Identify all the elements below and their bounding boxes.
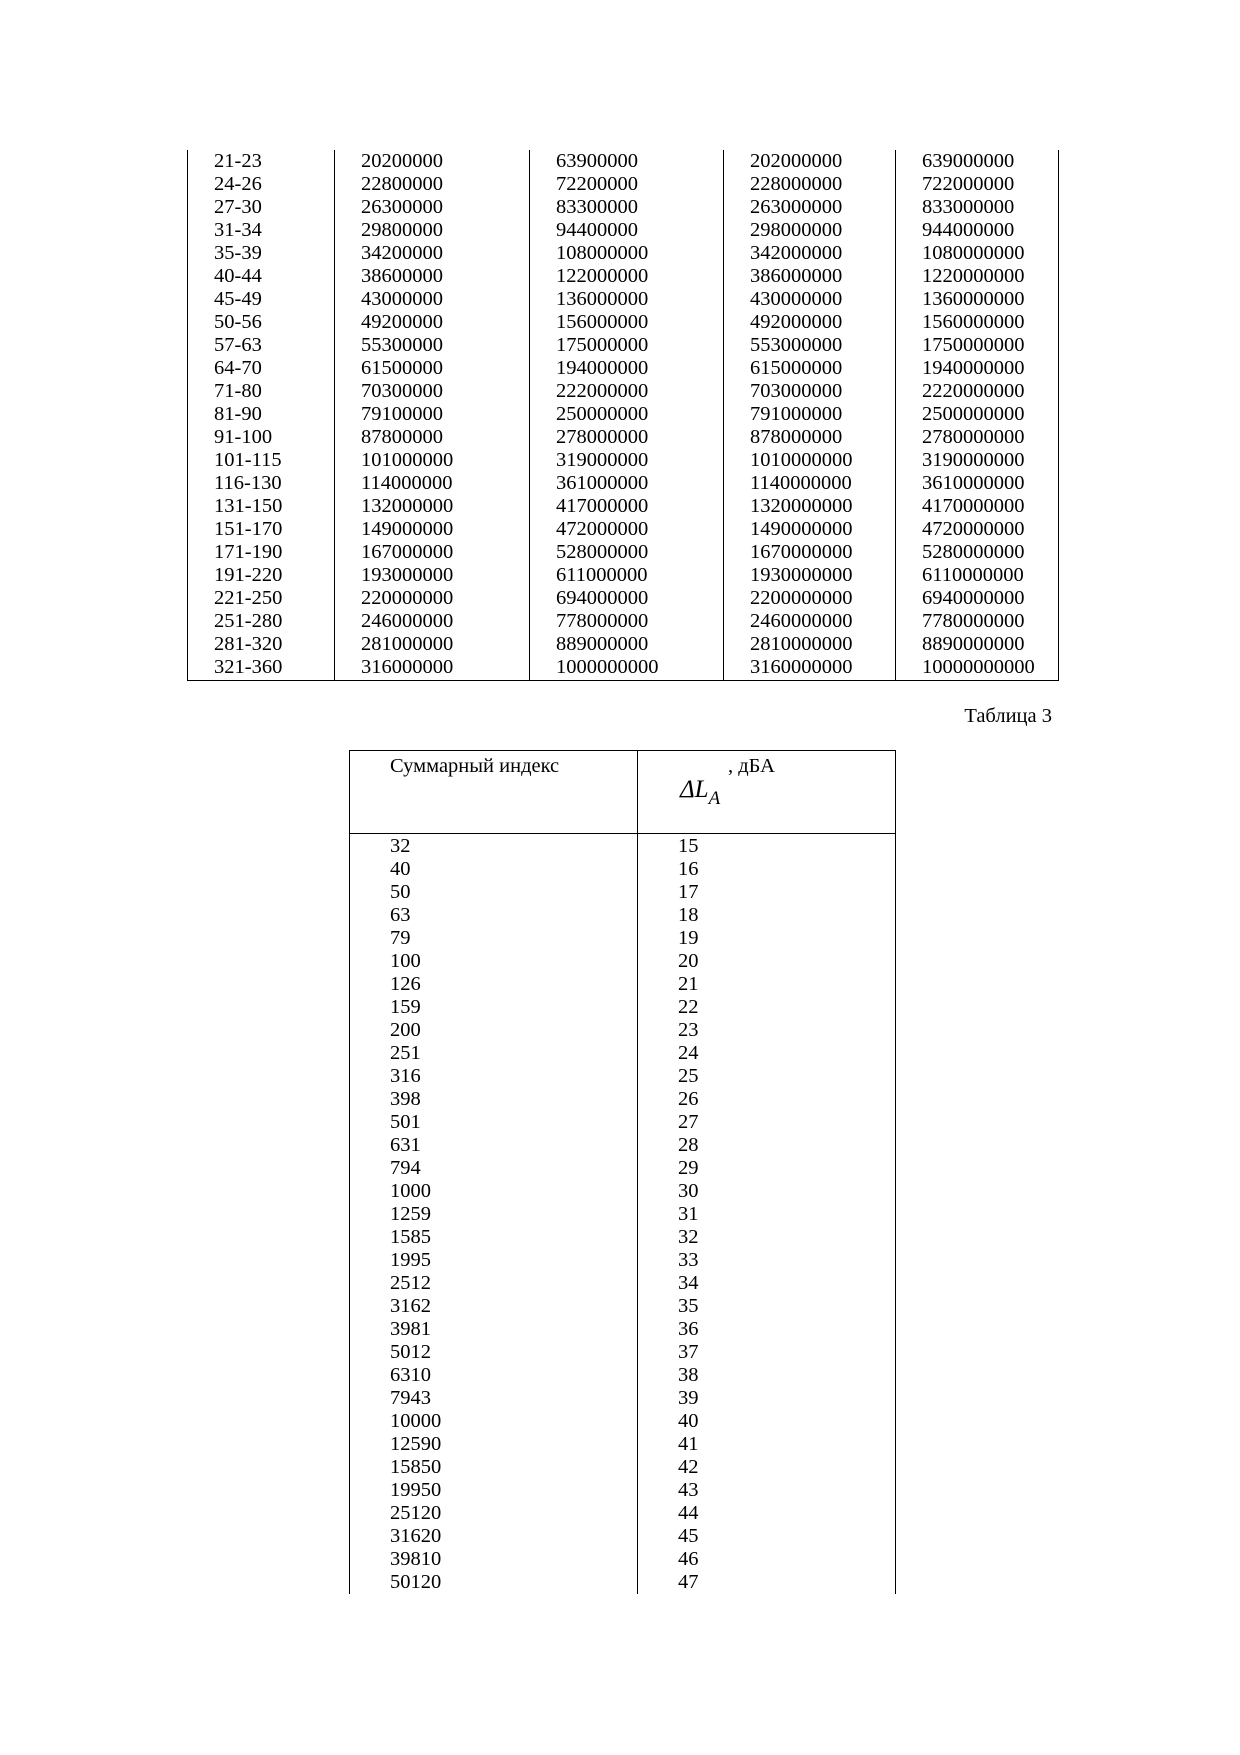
table-cell: 342000000 (724, 242, 896, 265)
summary-index-cell: 32 (350, 834, 638, 859)
table-cell: 778000000 (530, 610, 724, 633)
delta-la-cell: 26 (638, 1088, 896, 1111)
delta-la-symbol-main: ΔL (680, 776, 709, 803)
table-row (350, 1272, 896, 1295)
table-cell: 228000000 (724, 173, 896, 196)
delta-la-cell: 30 (638, 1180, 896, 1203)
table-3-caption: Таблица 3 (964, 705, 1052, 727)
delta-la-cell: 33 (638, 1249, 896, 1272)
summary-index-cell: 159 (350, 996, 638, 1019)
table-row (350, 973, 896, 996)
table-cell: 63900000 (530, 150, 724, 173)
delta-la-cell: 27 (638, 1111, 896, 1134)
table-cell: 528000000 (530, 541, 724, 564)
table-3 (349, 750, 896, 1594)
summary-index-cell: 501 (350, 1111, 638, 1134)
table-cell: 6940000000 (896, 587, 1059, 610)
table-cell: 64-70 (188, 357, 335, 380)
delta-la-cell: 47 (638, 1571, 896, 1594)
delta-la-cell: 34 (638, 1272, 896, 1295)
table-cell: 611000000 (530, 564, 724, 587)
table-cell: 386000000 (724, 265, 896, 288)
table-row (350, 1341, 896, 1364)
table-row (350, 996, 896, 1019)
table-cell: 38600000 (335, 265, 530, 288)
table-cell: 175000000 (530, 334, 724, 357)
summary-index-cell: 63 (350, 904, 638, 927)
table-cell: 361000000 (530, 472, 724, 495)
table-cell: 83300000 (530, 196, 724, 219)
table-cell: 116-130 (188, 472, 335, 495)
summary-index-cell: 3162 (350, 1295, 638, 1318)
table-row (350, 1479, 896, 1502)
summary-index-cell: 100 (350, 950, 638, 973)
summary-index-cell: 12590 (350, 1433, 638, 1456)
table-cell: 10000000000 (896, 656, 1059, 681)
delta-la-cell: 18 (638, 904, 896, 927)
table-row (350, 1525, 896, 1548)
table-cell: 167000000 (335, 541, 530, 564)
table-cell: 7780000000 (896, 610, 1059, 633)
table-cell: 833000000 (896, 196, 1059, 219)
table-row (350, 1548, 896, 1571)
summary-index-cell: 316 (350, 1065, 638, 1088)
table-cell: 34200000 (335, 242, 530, 265)
summary-index-cell: 79 (350, 927, 638, 950)
table-row (350, 1387, 896, 1410)
delta-la-cell: 28 (638, 1134, 896, 1157)
table-row (350, 1111, 896, 1134)
delta-la-cell: 23 (638, 1019, 896, 1042)
table-cell: 114000000 (335, 472, 530, 495)
table-cell: 101-115 (188, 449, 335, 472)
table-row (188, 242, 1059, 265)
table-cell: 878000000 (724, 426, 896, 449)
table-cell: 45-49 (188, 288, 335, 311)
summary-index-cell: 631 (350, 1134, 638, 1157)
summary-index-cell: 251 (350, 1042, 638, 1065)
table-row (188, 219, 1059, 242)
table-cell: 3160000000 (724, 656, 896, 681)
table-cell: 27-30 (188, 196, 335, 219)
table-cell: 1220000000 (896, 265, 1059, 288)
table-row (350, 927, 896, 950)
delta-la-symbol (680, 775, 720, 814)
table-cell: 2460000000 (724, 610, 896, 633)
table-cell: 35-39 (188, 242, 335, 265)
table-cell: 40-44 (188, 265, 335, 288)
table-cell: 6110000000 (896, 564, 1059, 587)
table-row (350, 881, 896, 904)
table-cell: 94400000 (530, 219, 724, 242)
table-cell: 615000000 (724, 357, 896, 380)
summary-index-cell: 1000 (350, 1180, 638, 1203)
table-row (188, 518, 1059, 541)
table-cell: 202000000 (724, 150, 896, 173)
delta-la-cell: 16 (638, 858, 896, 881)
summary-index-cell: 50120 (350, 1571, 638, 1594)
table-cell: 43000000 (335, 288, 530, 311)
summary-index-cell: 2512 (350, 1272, 638, 1295)
table-cell: 281-320 (188, 633, 335, 656)
table-cell: 193000000 (335, 564, 530, 587)
table-cell: 72200000 (530, 173, 724, 196)
table-cell: 81-90 (188, 403, 335, 426)
table-row (350, 1019, 896, 1042)
table-cell: 57-63 (188, 334, 335, 357)
summary-index-cell: 6310 (350, 1364, 638, 1387)
table-row (188, 265, 1059, 288)
summary-index-cell: 40 (350, 858, 638, 881)
table-cell: 298000000 (724, 219, 896, 242)
table-row (350, 1571, 896, 1594)
summary-index-cell: 1995 (350, 1249, 638, 1272)
table-row (188, 196, 1059, 219)
table-cell: 281000000 (335, 633, 530, 656)
table-cell: 21-23 (188, 150, 335, 173)
table-cell: 417000000 (530, 495, 724, 518)
delta-la-cell: 24 (638, 1042, 896, 1065)
delta-la-cell: 45 (638, 1525, 896, 1548)
summary-index-cell: 19950 (350, 1479, 638, 1502)
table-cell: 889000000 (530, 633, 724, 656)
delta-la-cell: 32 (638, 1226, 896, 1249)
table-cell: 156000000 (530, 311, 724, 334)
delta-la-cell: 37 (638, 1341, 896, 1364)
table-cell: 472000000 (530, 518, 724, 541)
table-cell: 263000000 (724, 196, 896, 219)
summary-index-cell: 200 (350, 1019, 638, 1042)
table-cell: 246000000 (335, 610, 530, 633)
delta-la-cell: 36 (638, 1318, 896, 1341)
table-cell: 639000000 (896, 150, 1059, 173)
table-cell: 22800000 (335, 173, 530, 196)
table-row (350, 1410, 896, 1433)
table-cell: 944000000 (896, 219, 1059, 242)
summary-index-cell: 1259 (350, 1203, 638, 1226)
table-cell: 2500000000 (896, 403, 1059, 426)
table-cell: 1000000000 (530, 656, 724, 681)
table-cell: 1750000000 (896, 334, 1059, 357)
delta-la-cell: 20 (638, 950, 896, 973)
table-cell: 149000000 (335, 518, 530, 541)
summary-index-cell: 126 (350, 973, 638, 996)
table-cell: 29800000 (335, 219, 530, 242)
table-cell: 31-34 (188, 219, 335, 242)
table-cell: 1930000000 (724, 564, 896, 587)
table-cell: 3190000000 (896, 449, 1059, 472)
table-1-continuation (187, 150, 1059, 681)
table-row (350, 1433, 896, 1456)
table-cell: 1320000000 (724, 495, 896, 518)
table-row (350, 1456, 896, 1479)
summary-index-cell: 794 (350, 1157, 638, 1180)
table-cell: 694000000 (530, 587, 724, 610)
summary-index-cell: 10000 (350, 1410, 638, 1433)
table-row (188, 311, 1059, 334)
summary-index-cell: 5012 (350, 1341, 638, 1364)
table-row (188, 449, 1059, 472)
table-cell: 2220000000 (896, 380, 1059, 403)
table-cell: 791000000 (724, 403, 896, 426)
table-cell: 1360000000 (896, 288, 1059, 311)
table-cell: 1140000000 (724, 472, 896, 495)
table-row (188, 150, 1059, 173)
table-row (188, 426, 1059, 449)
table-row (350, 1134, 896, 1157)
header-unit: , дБА (728, 755, 775, 777)
table-cell: 319000000 (530, 449, 724, 472)
table-row (188, 380, 1059, 403)
table-row (350, 1318, 896, 1341)
table-row (350, 1226, 896, 1249)
table-cell: 101000000 (335, 449, 530, 472)
table-cell: 26300000 (335, 196, 530, 219)
table-cell: 316000000 (335, 656, 530, 681)
table-cell: 430000000 (724, 288, 896, 311)
table-cell: 194000000 (530, 357, 724, 380)
delta-la-cell: 22 (638, 996, 896, 1019)
summary-index-cell: 50 (350, 881, 638, 904)
table-cell: 321-360 (188, 656, 335, 681)
header-summary-index: Суммарный индекс (350, 751, 638, 834)
table-cell: 108000000 (530, 242, 724, 265)
table-cell: 251-280 (188, 610, 335, 633)
summary-index-cell: 31620 (350, 1525, 638, 1548)
table-cell: 553000000 (724, 334, 896, 357)
table-row (350, 1180, 896, 1203)
table-cell: 132000000 (335, 495, 530, 518)
table-row (350, 1088, 896, 1111)
delta-la-cell: 40 (638, 1410, 896, 1433)
table-cell: 222000000 (530, 380, 724, 403)
table-row (188, 334, 1059, 357)
table-cell: 131-150 (188, 495, 335, 518)
table-cell: 50-56 (188, 311, 335, 334)
table-cell: 2200000000 (724, 587, 896, 610)
table-cell: 221-250 (188, 587, 335, 610)
table-cell: 1490000000 (724, 518, 896, 541)
table-cell: 722000000 (896, 173, 1059, 196)
table-row (350, 1065, 896, 1088)
table-cell: 492000000 (724, 311, 896, 334)
table-row (188, 656, 1059, 681)
table-cell: 70300000 (335, 380, 530, 403)
table-row (188, 633, 1059, 656)
table-row (350, 904, 896, 927)
table-cell: 55300000 (335, 334, 530, 357)
summary-index-cell: 15850 (350, 1456, 638, 1479)
delta-la-cell: 31 (638, 1203, 896, 1226)
delta-la-cell: 21 (638, 973, 896, 996)
table-row (350, 1364, 896, 1387)
table-cell: 1560000000 (896, 311, 1059, 334)
table-row (350, 1249, 896, 1272)
table-cell: 79100000 (335, 403, 530, 426)
table-cell: 171-190 (188, 541, 335, 564)
table-row (188, 587, 1059, 610)
summary-index-cell: 3981 (350, 1318, 638, 1341)
table-row (350, 834, 896, 859)
table-row (350, 858, 896, 881)
delta-la-cell: 29 (638, 1157, 896, 1180)
summary-index-cell: 7943 (350, 1387, 638, 1410)
table-cell: 49200000 (335, 311, 530, 334)
table-cell: 191-220 (188, 564, 335, 587)
table-cell: 136000000 (530, 288, 724, 311)
table-row (188, 173, 1059, 196)
table-cell: 91-100 (188, 426, 335, 449)
summary-index-cell: 39810 (350, 1548, 638, 1571)
table-row (350, 950, 896, 973)
table-row (188, 495, 1059, 518)
table-cell: 4720000000 (896, 518, 1059, 541)
delta-la-cell: 19 (638, 927, 896, 950)
summary-index-cell: 398 (350, 1088, 638, 1111)
table-cell: 220000000 (335, 587, 530, 610)
delta-la-cell: 44 (638, 1502, 896, 1525)
table-cell: 2780000000 (896, 426, 1059, 449)
table-cell: 8890000000 (896, 633, 1059, 656)
table-cell: 1010000000 (724, 449, 896, 472)
table-cell: 24-26 (188, 173, 335, 196)
table-cell: 250000000 (530, 403, 724, 426)
delta-la-cell: 46 (638, 1548, 896, 1571)
delta-la-cell: 17 (638, 881, 896, 904)
table-cell: 3610000000 (896, 472, 1059, 495)
table-3-header-row (350, 751, 896, 834)
table-cell: 2810000000 (724, 633, 896, 656)
table-cell: 1670000000 (724, 541, 896, 564)
table-cell: 87800000 (335, 426, 530, 449)
table-row (188, 541, 1059, 564)
table-row (350, 1203, 896, 1226)
table-cell: 278000000 (530, 426, 724, 449)
summary-index-cell: 25120 (350, 1502, 638, 1525)
table-row (188, 288, 1059, 311)
delta-la-cell: 15 (638, 834, 896, 859)
table-cell: 122000000 (530, 265, 724, 288)
table-1-body (188, 150, 1059, 681)
table-cell: 61500000 (335, 357, 530, 380)
delta-la-cell: 35 (638, 1295, 896, 1318)
table-row (350, 1157, 896, 1180)
table-row (188, 357, 1059, 380)
header-delta-la (638, 751, 896, 834)
table-cell: 1080000000 (896, 242, 1059, 265)
delta-la-cell: 41 (638, 1433, 896, 1456)
table-row (188, 610, 1059, 633)
table-cell: 20200000 (335, 150, 530, 173)
table-cell: 4170000000 (896, 495, 1059, 518)
table-row (188, 564, 1059, 587)
delta-la-cell: 43 (638, 1479, 896, 1502)
table-cell: 5280000000 (896, 541, 1059, 564)
table-row (350, 1295, 896, 1318)
table-row (188, 472, 1059, 495)
delta-la-cell: 42 (638, 1456, 896, 1479)
table-cell: 1940000000 (896, 357, 1059, 380)
table-cell: 151-170 (188, 518, 335, 541)
table-cell: 703000000 (724, 380, 896, 403)
table-row (350, 1502, 896, 1525)
table-cell: 71-80 (188, 380, 335, 403)
summary-index-cell: 1585 (350, 1226, 638, 1249)
delta-la-symbol-sub: A (708, 788, 721, 809)
delta-la-cell: 38 (638, 1364, 896, 1387)
table-row (350, 1042, 896, 1065)
delta-la-cell: 25 (638, 1065, 896, 1088)
table-3-body (350, 834, 896, 1595)
table-row (188, 403, 1059, 426)
delta-la-cell: 39 (638, 1387, 896, 1410)
